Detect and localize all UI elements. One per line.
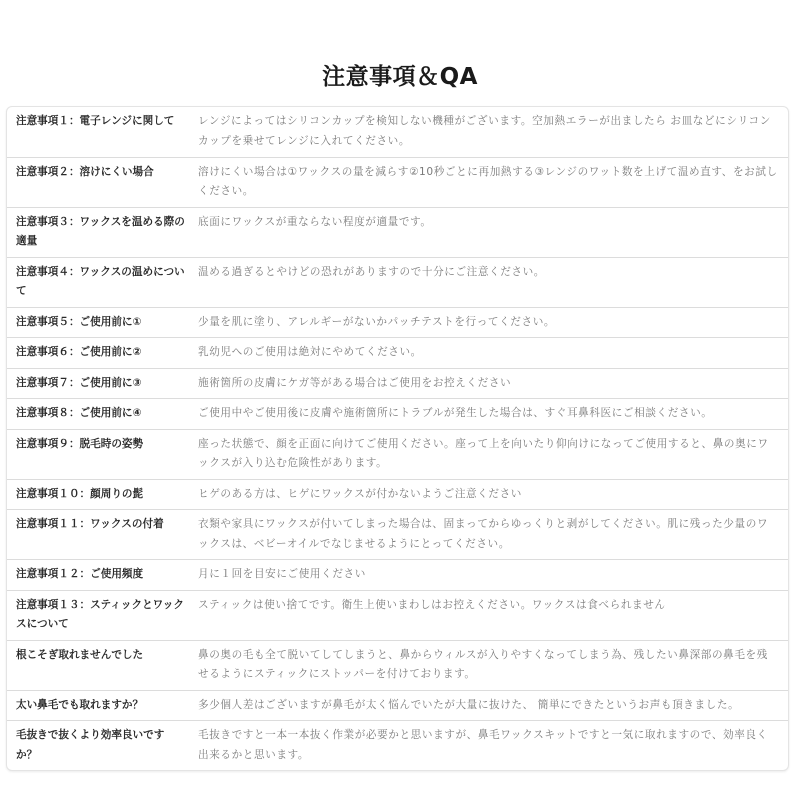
question-cell: 注意事項５：ご使用前に① [16,315,142,328]
question-cell: 注意事項４：ワックスの温めについて [16,265,185,297]
table-row [7,107,788,157]
faq-table [7,107,788,770]
question-cell: 注意事項１０：顔周りの髭 [16,487,144,500]
answer-cell: 座った状態で、顔を正面に向けてご使用ください。座って上を向いたり仰向けになってご使用すると、鼻の奥にワックスが入り込む危険性があります。 [198,437,769,469]
answer-cell: 少量を肌に塗り、アレルギーがないかパッチテストを行ってください。 [198,315,556,328]
table-row [7,479,788,510]
answer-cell: 毛抜きですと一本一本抜く作業が必要かと思いますが、鼻毛ワックスキットですと一気に取れますので、効率良く出来るかと思います。 [198,729,768,761]
question-cell: 注意事項７：ご使用前に③ [16,376,142,389]
answer-cell: 施術箇所の皮膚にケガ等がある場合はご使用をお控えください [198,376,512,389]
question-cell: 注意事項６：ご使用前に② [16,346,142,358]
answer-cell: 底面にワックスが重ならない程度が適量です。 [198,215,432,228]
answer-cell: スティックは使い捨てです。衛生上使いまわしはお控えください。ワックスは食べられません [198,598,666,611]
table-row [7,721,788,771]
question-cell: 注意事項９：脱毛時の姿勢 [16,437,144,450]
answer-cell: 鼻の奥の毛も全て脱いてしてしまうと、鼻からウィルスが入りやすくなってしまう為、残したい鼻深部の鼻毛を残せるようにスティックにストッパーを付けております。 [198,648,768,680]
question-cell: 注意事項３：ワックスを温める際の適量 [16,215,185,247]
question-cell: 注意事項１１：ワックスの付着 [16,518,164,530]
table-row [7,640,788,690]
question-cell: 太い鼻毛でも取れますか？ [16,698,144,711]
answer-cell: 乳幼児へのご使用は絶対にやめてください。 [198,346,422,358]
answer-cell: ご使用中やご使用後に皮膚や施術箇所にトラブルが発生した場合は、すぐ耳鼻科医にご相談ください。 [198,407,713,419]
table-row [7,157,788,207]
page-title: 注意事項＆QA [322,64,478,90]
answer-cell: 温める過ぎるとやけどの恐れがありますので十分にご注意ください。 [198,265,546,278]
table-row [7,429,788,479]
answer-cell: 多少個人差はございますが鼻毛が太く悩んでいたが大量に抜けた、 簡単にできたというお声も頂きました。 [198,698,740,711]
answer-cell: 月に１回を目安にご使用ください [198,568,366,580]
table-row [7,590,788,640]
question-cell: 注意事項１３：スティックとワックスについて [16,598,184,630]
table-row [7,307,788,338]
table-row [7,257,788,307]
table-row [7,368,788,399]
faq-table-container [6,106,789,771]
answer-cell: 溶けにくい場合は①ワックスの量を減らす②10秒ごとに再加熱する③レンジのワット数を上げて温め直す、をお試しください。 [198,165,778,197]
answer-cell: レンジによってはシリコンカップを検知しない機種がございます。空加熱エラーが出ましたら お皿などにシリコンカップを乗せてレンジに入れてください。 [198,115,771,147]
question-cell: 注意事項１：電子レンジに関して [16,115,175,127]
question-cell: 注意事項２：溶けにくい場合 [16,165,154,178]
table-row [7,690,788,721]
question-cell: 注意事項８：ご使用前に④ [16,407,142,419]
table-row [7,510,788,560]
question-cell: 毛抜きで抜くより効率良いですか？ [16,729,165,761]
answer-cell: 衣類や家具にワックスが付いてしまった場合は、固まってからゆっくりと剥がしてください。肌に残った少量のワックスは、ベビーオイルでなじませるようにとってください。 [198,518,769,550]
table-row [7,207,788,257]
table-row [7,399,788,430]
answer-cell: ヒゲのある方は、ヒゲにワックスが付かないようご注意ください [198,487,522,500]
table-row [7,560,788,591]
question-cell: 注意事項１２：ご使用頻度 [16,568,144,580]
table-row [7,338,788,369]
question-cell: 根こそぎ取れませんでした [16,648,144,661]
